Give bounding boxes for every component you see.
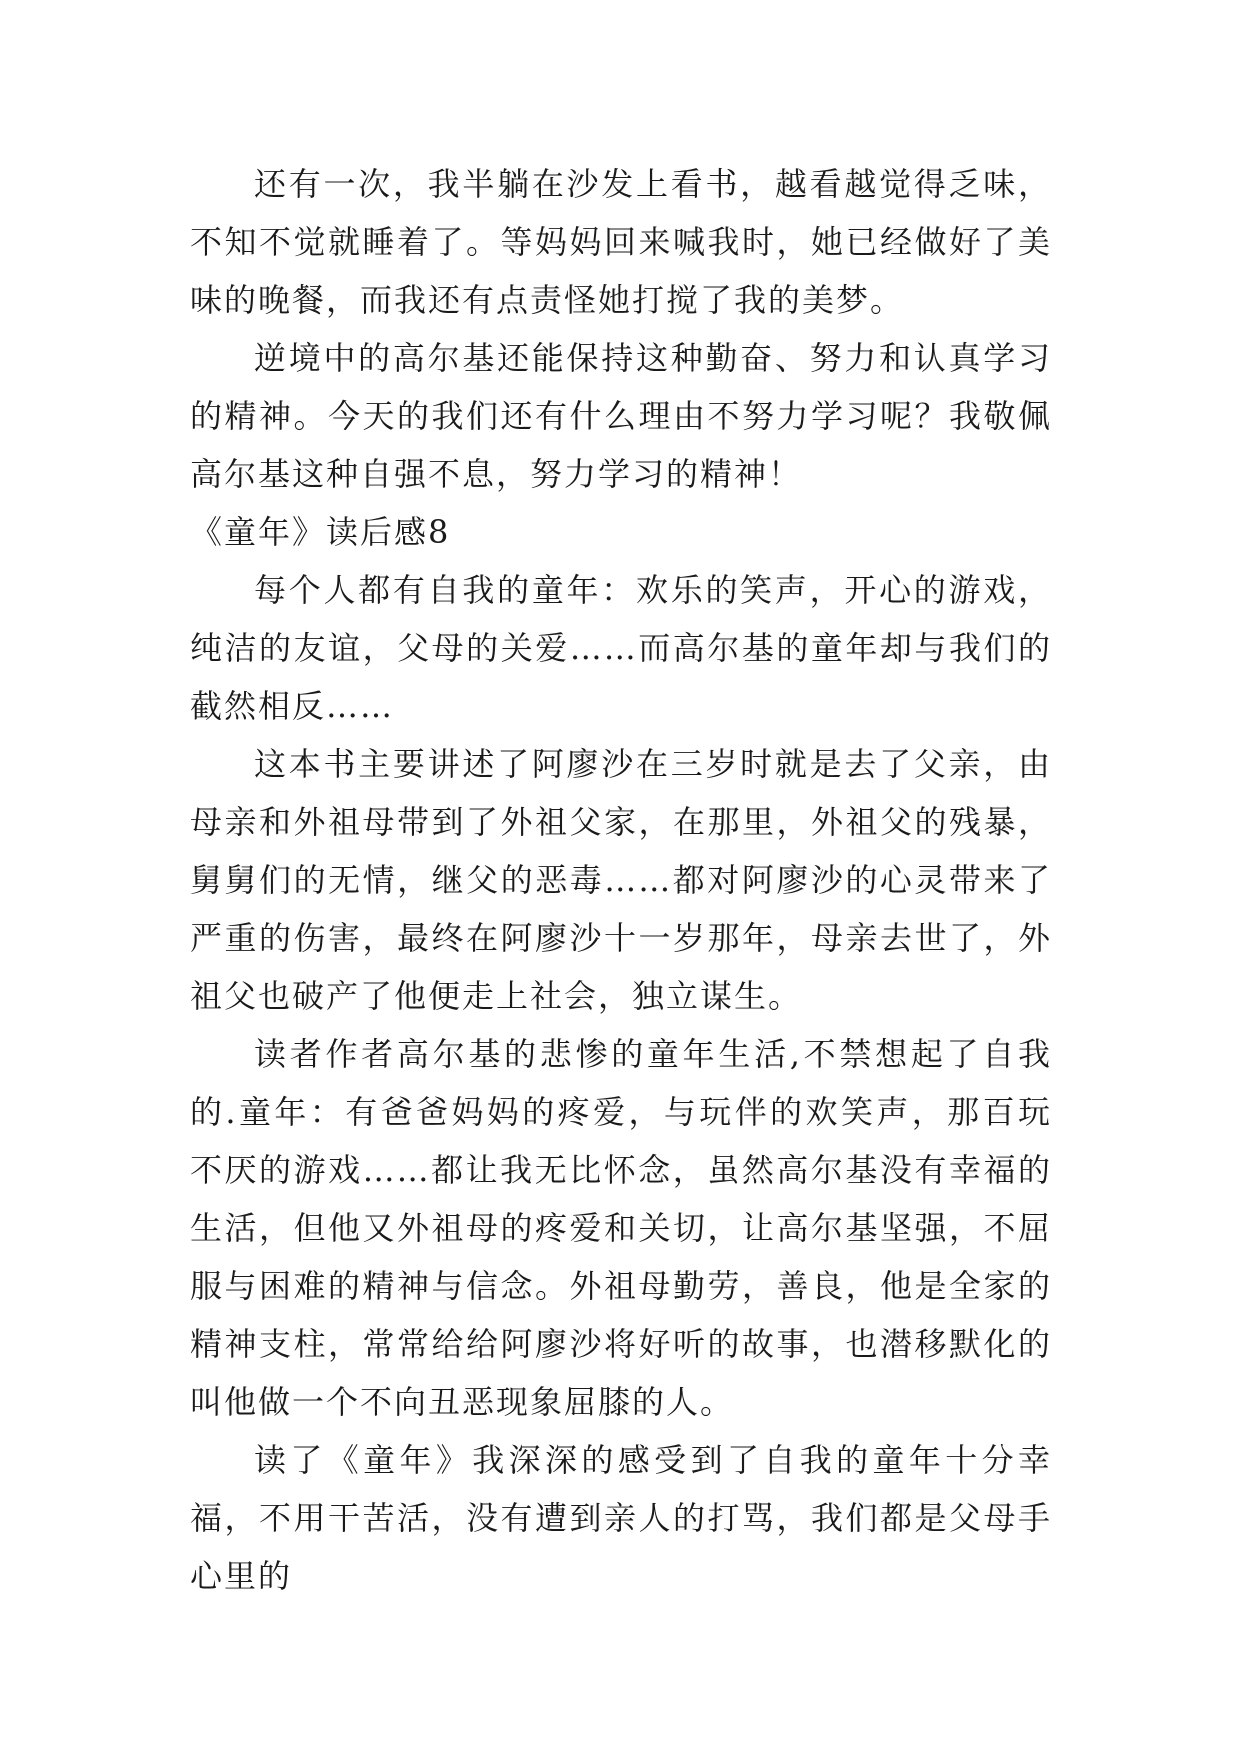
- section-heading: 《童年》读后感8: [190, 513, 451, 551]
- paragraph: 读了《童年》我深深的感受到了自我的童年十分幸福，不用干苦活，没有遭到亲人的打骂，我们都是父母手心里的: [190, 1441, 1052, 1595]
- document-body: [190, 155, 1052, 1605]
- paragraph: 读者作者高尔基的悲惨的童年生活,不禁想起了自我的.童年：有爸爸妈妈的疼爱，与玩伴的欢笑声，那百玩不厌的游戏……都让我无比怀念，虽然高尔基没有幸福的生活，但他又外祖母的疼爱和关切，让高尔基坚强，不屈服与困难的精神与信念。外祖母勤劳，善良，他是全家的精神支柱，常常给给阿廖沙将好听的故事，也潜移默化的叫他做一个不向丑恶现象屈膝的人。: [190, 1035, 1052, 1421]
- paragraph: 逆境中的高尔基还能保持这种勤奋、努力和认真学习的精神。今天的我们还有什么理由不努力学习呢？我敬佩高尔基这种自强不息，努力学习的精神！: [190, 339, 1052, 493]
- paragraph: 这本书主要讲述了阿廖沙在三岁时就是去了父亲，由母亲和外祖母带到了外祖父家，在那里，外祖父的残暴，舅舅们的无情，继父的恶毒……都对阿廖沙的心灵带来了严重的伤害，最终在阿廖沙十一岁那年，母亲去世了，外祖父也破产了他便走上社会，独立谋生。: [190, 745, 1052, 1015]
- paragraph: 每个人都有自我的童年：欢乐的笑声，开心的游戏，纯洁的友谊，父母的关爱……而高尔基的童年却与我们的截然相反……: [190, 571, 1052, 725]
- paragraph: 还有一次，我半躺在沙发上看书，越看越觉得乏味，不知不觉就睡着了。等妈妈回来喊我时，她已经做好了美味的晚餐，而我还有点责怪她打搅了我的美梦。: [190, 165, 1052, 319]
